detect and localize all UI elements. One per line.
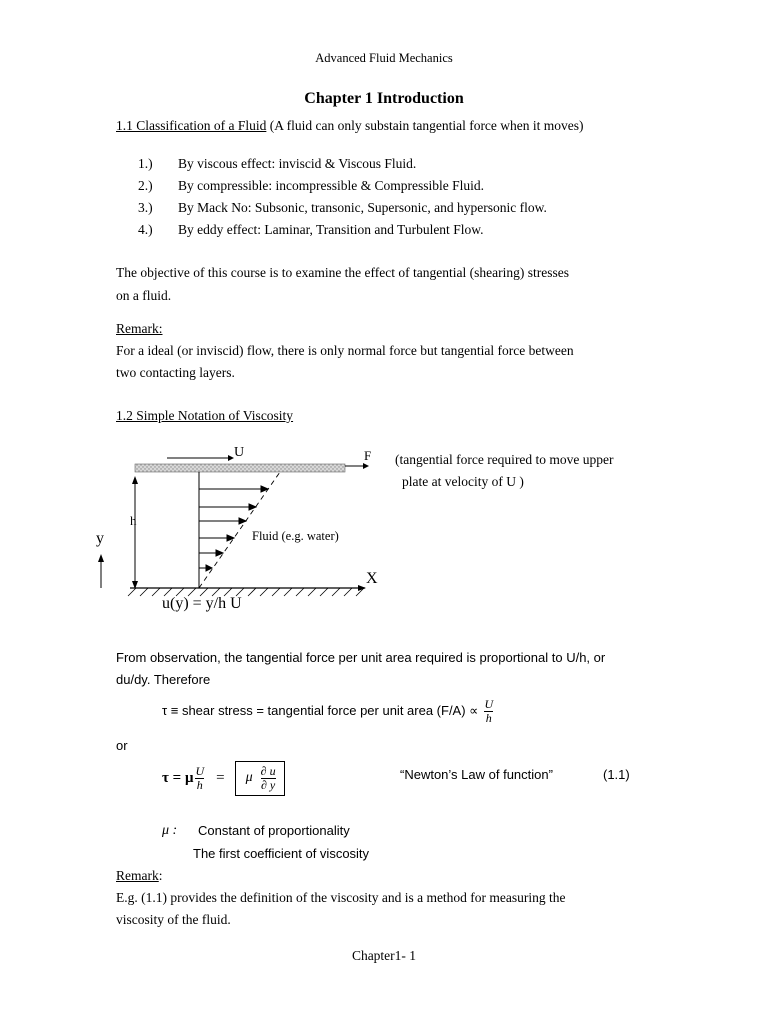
label-y: y	[96, 530, 104, 547]
list-item-text: By eddy effect: Laminar, Transition and Turbulent Flow.	[178, 222, 484, 237]
label-x: X	[366, 570, 378, 587]
y-axis-arrow-head	[98, 554, 104, 562]
remark-label: Remark:	[116, 321, 163, 336]
running-header: Advanced Fluid Mechanics	[315, 51, 453, 65]
mu-symbol: μ	[245, 770, 253, 785]
chapter-title: Chapter 1 Introduction	[304, 90, 464, 107]
fraction-numerator: ∂ u	[260, 763, 276, 778]
list-item-number: 3.)	[138, 200, 153, 215]
section-1-1-heading: 1.1 Classification of a Fluid	[116, 118, 267, 133]
label-h: h	[130, 513, 137, 528]
fraction-denominator: h	[196, 777, 203, 792]
force-note-line-2: plate at velocity of U )	[402, 474, 524, 489]
upper-plate	[135, 464, 345, 472]
fluid-label: Fluid (e.g. water)	[252, 529, 339, 543]
remark-2-line-2: viscosity of the fluid.	[116, 912, 231, 927]
du-dy-fraction	[261, 765, 276, 792]
velocity-profile-equation: u(y) = y/h U	[162, 595, 242, 612]
shear-stress-equation	[162, 694, 493, 728]
section-1-2-heading: 1.2 Simple Notation of Viscosity	[116, 408, 294, 423]
list-item-text: By viscous effect: inviscid & Viscous Fluid.	[178, 156, 417, 171]
fraction-denominator: h	[485, 710, 492, 725]
definition-box	[235, 761, 285, 796]
height-arrow-top	[132, 476, 138, 484]
objective-line-2: on a fluid.	[116, 288, 172, 303]
u-over-h-fraction	[484, 698, 493, 725]
shear-stress-definition: τ ≡ shear stress = tangential force per unit area (F/A) ∝	[162, 703, 479, 718]
tau-equals-mu: τ = μ	[162, 769, 194, 786]
objective-line-1: The objective of this course is to examine the effect of tangential (shearing) stresses	[116, 265, 569, 280]
law-name: “Newton’s Law of function”	[400, 767, 553, 782]
fraction-numerator: U	[484, 696, 494, 711]
remark-2-line-1: E.g. (1.1) provides the definition of the viscosity and is a method for measuring the	[116, 890, 566, 905]
list-item-number: 2.)	[138, 178, 153, 193]
page-footer: Chapter1- 1	[351, 948, 417, 963]
equals-sign: =	[216, 769, 225, 786]
equation-number: (1.1)	[603, 767, 630, 782]
mu-definition-2: The first coefficient of viscosity	[193, 846, 370, 861]
newton-law-equation	[162, 757, 285, 799]
u-over-h-fraction	[195, 765, 204, 792]
mu-definition-1: Constant of proportionality	[198, 823, 350, 838]
remark-line-2: two contacting layers.	[116, 365, 235, 380]
fraction-denominator: ∂ y	[260, 777, 276, 792]
fraction-numerator: U	[195, 763, 205, 778]
list-item-number: 4.)	[138, 222, 153, 237]
section-1-1-note: (A fluid can only substain tangential force when it moves)	[266, 118, 584, 133]
force-note-line-1: (tangential force required to move upper	[395, 452, 614, 467]
mu-definition-symbol: μ :	[162, 823, 178, 838]
list-item-number: 1.)	[138, 156, 153, 171]
label-u: U	[234, 445, 245, 460]
observation-line-1: From observation, the tangential force per unit area required is proportional to U/h, or	[116, 650, 606, 665]
remark-2-line	[116, 868, 163, 884]
or-text: or	[116, 738, 128, 753]
remark-2-colon: :	[158, 868, 163, 883]
label-f: F	[364, 448, 372, 463]
remark-2-label: Remark	[116, 868, 159, 883]
observation-line-2: du/dy. Therefore	[116, 672, 211, 687]
remark-line-1: For a ideal (or inviscid) flow, there is only normal force but tangential force between	[116, 343, 574, 358]
list-item-text: By Mack No: Subsonic, transonic, Supersonic, and hypersonic flow.	[178, 200, 547, 215]
list-item-text: By compressible: incompressible & Compressible Fluid.	[178, 178, 484, 193]
